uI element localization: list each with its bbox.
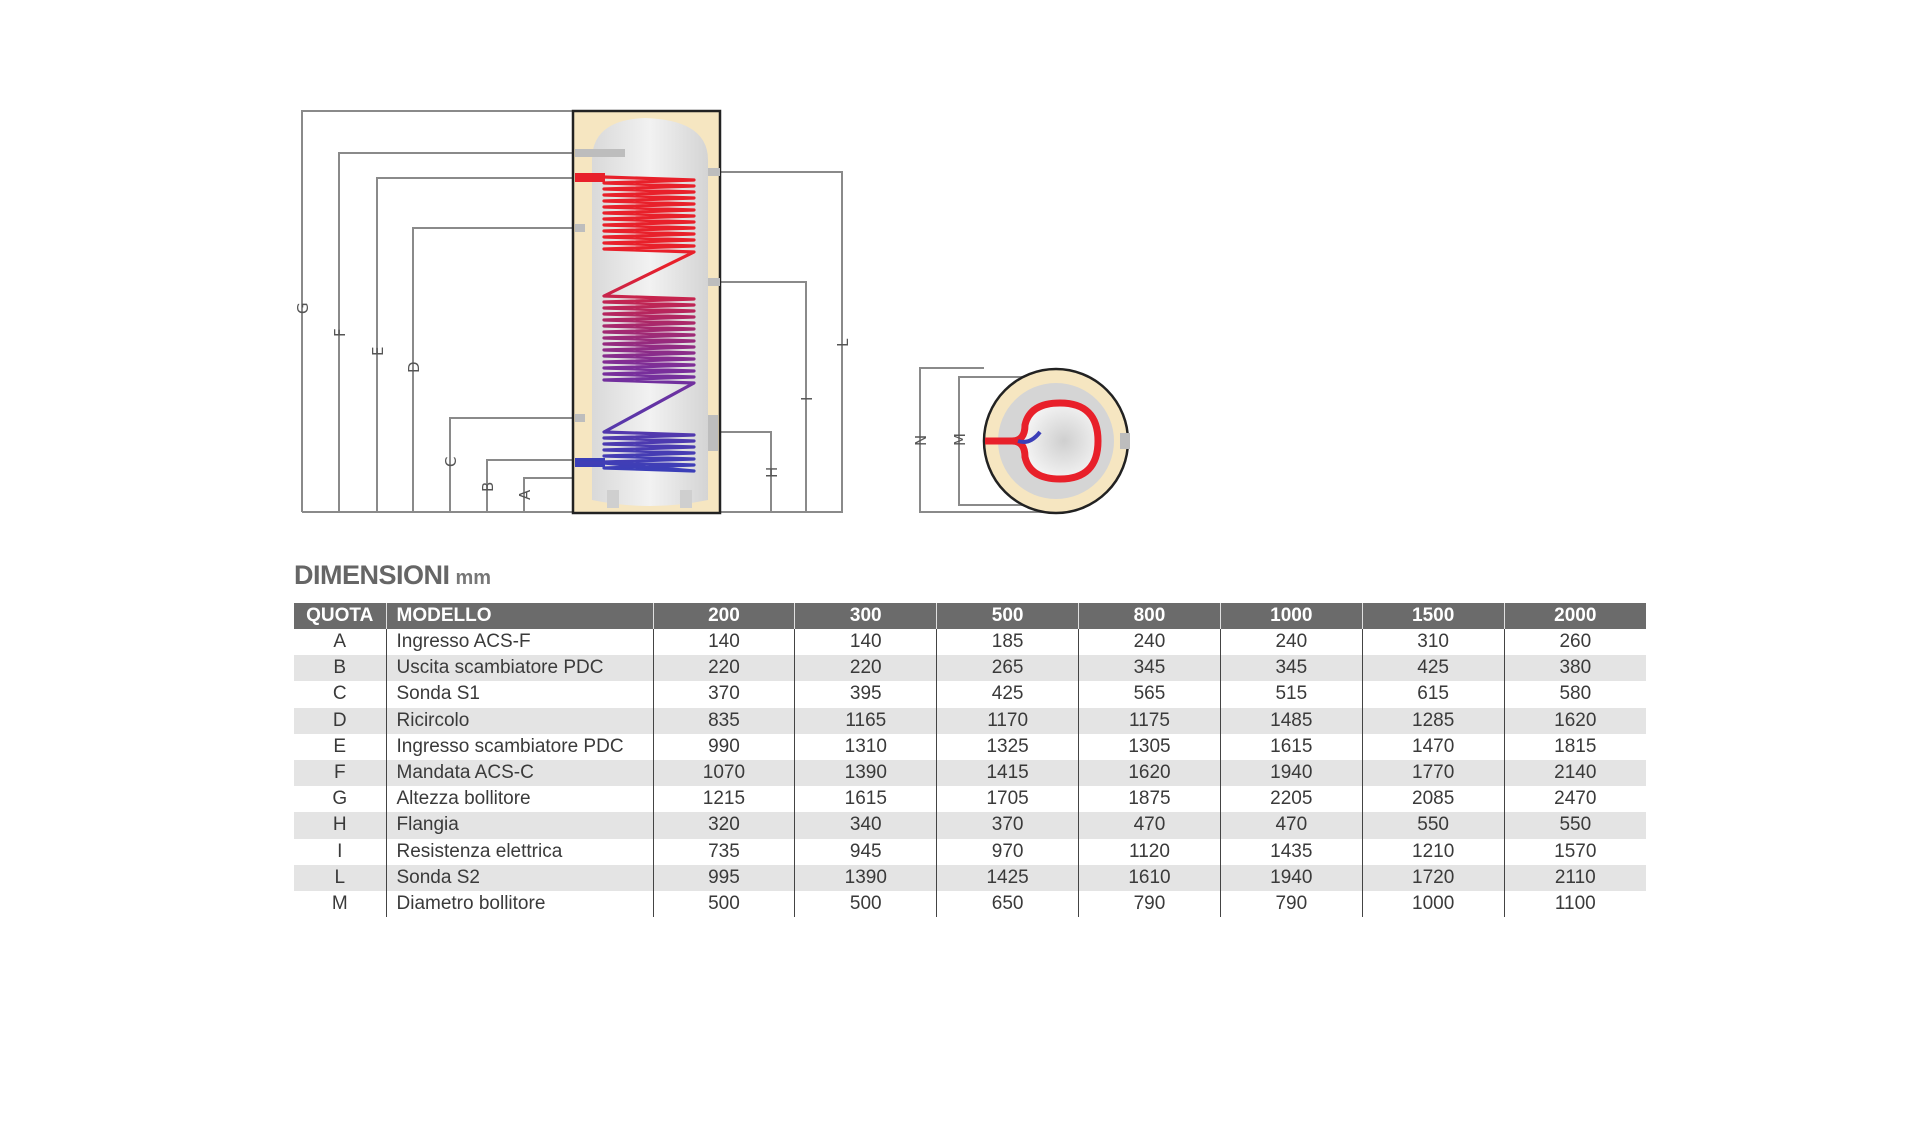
table-body (294, 629, 1646, 917)
value-cell: 425 (1362, 655, 1504, 681)
value-cell: 240 (1079, 629, 1221, 655)
value-cell: 370 (937, 812, 1079, 838)
value-cell: 1940 (1220, 760, 1362, 786)
value-cell: 970 (937, 839, 1079, 865)
dim-label-a: A (516, 489, 534, 500)
value-cell: 995 (653, 865, 795, 891)
value-cell: 1470 (1362, 734, 1504, 760)
header-1500: 1500 (1362, 603, 1504, 629)
modello-cell: Ricircolo (386, 708, 653, 734)
value-cell: 140 (795, 629, 937, 655)
table-row (294, 786, 1646, 812)
dim-label-e: E (369, 346, 387, 356)
section-title (294, 560, 491, 591)
value-cell: 1170 (937, 708, 1079, 734)
value-cell: 990 (653, 734, 795, 760)
value-cell: 1620 (1079, 760, 1221, 786)
value-cell: 1720 (1362, 865, 1504, 891)
quota-cell: L (294, 865, 386, 891)
dim-label-b: B (479, 481, 497, 492)
value-cell: 425 (937, 681, 1079, 707)
modello-cell: Resistenza elettrica (386, 839, 653, 865)
quota-cell: C (332, 683, 347, 705)
value-cell: 1940 (1220, 865, 1362, 891)
value-cell: 1310 (795, 734, 937, 760)
table-row (294, 812, 1646, 838)
value-cell: 550 (1504, 812, 1646, 838)
value-cell: 1770 (1362, 760, 1504, 786)
value-cell: 345 (1079, 655, 1221, 681)
tank-dimension-diagram (0, 0, 1920, 560)
value-cell: 310 (1362, 629, 1504, 655)
value-cell: 220 (795, 655, 937, 681)
table-row (294, 708, 1646, 734)
value-cell: 1210 (1362, 839, 1504, 865)
modello-cell: Diametro bollitore (386, 891, 653, 917)
dim-label-g: G (294, 302, 312, 314)
dim-label-m: M (951, 433, 969, 446)
value-cell: 260 (1504, 629, 1646, 655)
value-cell: 320 (653, 812, 795, 838)
value-cell: 1390 (795, 760, 937, 786)
value-cell: 790 (1220, 891, 1362, 917)
quota-cell: G (332, 788, 348, 810)
value-cell: 1705 (937, 786, 1079, 812)
header-500: 500 (937, 603, 1079, 629)
dim-label-h: H (763, 466, 781, 478)
modello-cell: Sonda S2 (386, 865, 653, 891)
value-cell: 370 (653, 681, 795, 707)
value-cell: 380 (1504, 655, 1646, 681)
value-cell: 835 (653, 708, 795, 734)
dim-label-d: D (405, 361, 423, 373)
value-cell: 2205 (1220, 786, 1362, 812)
table-row (294, 681, 1646, 707)
value-cell: 220 (653, 655, 795, 681)
value-cell: 1815 (1504, 734, 1646, 760)
dim-label-i: I (798, 396, 816, 401)
section-title-text: DIMENSIONI (294, 560, 450, 590)
dim-label-l: L (834, 338, 852, 347)
header-300: 300 (795, 603, 937, 629)
modello-cell: Flangia (386, 812, 653, 838)
header-quota: QUOTA (294, 603, 386, 629)
quota-cell: A (333, 631, 347, 653)
tank-top-view (984, 369, 1130, 513)
header-200: 200 (653, 603, 795, 629)
value-cell: 265 (937, 655, 1079, 681)
value-cell: 1120 (1079, 839, 1221, 865)
value-cell: 470 (1079, 812, 1221, 838)
modello-cell: Uscita scambiatore PDC (386, 655, 653, 681)
value-cell: 1615 (1220, 734, 1362, 760)
value-cell: 1570 (1504, 839, 1646, 865)
value-cell: 1070 (653, 760, 795, 786)
value-cell: 395 (795, 681, 937, 707)
value-cell: 580 (1504, 681, 1646, 707)
value-cell: 1285 (1362, 708, 1504, 734)
value-cell: 515 (1220, 681, 1362, 707)
value-cell: 1305 (1079, 734, 1221, 760)
modello-cell: Ingresso scambiatore PDC (386, 734, 653, 760)
value-cell: 550 (1362, 812, 1504, 838)
table-row (294, 629, 1646, 655)
header-800: 800 (1079, 603, 1221, 629)
value-cell: 1415 (937, 760, 1079, 786)
quota-cell: E (333, 735, 347, 757)
value-cell: 185 (937, 629, 1079, 655)
quota-cell: B (294, 655, 386, 681)
modello-cell: Mandata ACS-C (386, 760, 653, 786)
dim-label-n: N (912, 434, 930, 446)
value-cell: 615 (1362, 681, 1504, 707)
value-cell: 1485 (1220, 708, 1362, 734)
value-cell: 735 (653, 839, 795, 865)
header-1000: 1000 (1220, 603, 1362, 629)
dimensions-table (294, 603, 1646, 917)
value-cell: 2110 (1504, 865, 1646, 891)
value-cell: 1425 (937, 865, 1079, 891)
quota-cell: I (337, 840, 343, 862)
quota-cell: M (331, 892, 348, 914)
quota-cell: H (294, 812, 386, 838)
table-row (294, 760, 1646, 786)
value-cell: 1615 (795, 786, 937, 812)
value-cell: 1390 (795, 865, 937, 891)
quota-cell: D (294, 708, 386, 734)
value-cell: 500 (795, 891, 937, 917)
value-cell: 1610 (1079, 865, 1221, 891)
value-cell: 1620 (1504, 708, 1646, 734)
modello-cell: Sonda S1 (386, 681, 653, 707)
table-row (294, 839, 1646, 865)
table-row (294, 865, 1646, 891)
table-row (294, 891, 1646, 917)
value-cell: 345 (1220, 655, 1362, 681)
value-cell: 1215 (653, 786, 795, 812)
table-row (294, 655, 1646, 681)
value-cell: 1175 (1079, 708, 1221, 734)
value-cell: 1000 (1362, 891, 1504, 917)
section-unit: mm (455, 567, 492, 589)
dim-label-f: F (331, 328, 349, 337)
value-cell: 240 (1220, 629, 1362, 655)
modello-cell: Altezza bollitore (386, 786, 653, 812)
table-header-row (294, 603, 1646, 629)
value-cell: 790 (1079, 891, 1221, 917)
value-cell: 565 (1079, 681, 1221, 707)
value-cell: 340 (795, 812, 937, 838)
value-cell: 1875 (1079, 786, 1221, 812)
value-cell: 2085 (1362, 786, 1504, 812)
value-cell: 140 (653, 629, 795, 655)
value-cell: 2140 (1504, 760, 1646, 786)
value-cell: 945 (795, 839, 937, 865)
dim-label-c: C (442, 456, 460, 467)
header-modello: MODELLO (386, 603, 653, 629)
value-cell: 500 (653, 891, 795, 917)
value-cell: 1435 (1220, 839, 1362, 865)
value-cell: 470 (1220, 812, 1362, 838)
header-2000: 2000 (1504, 603, 1646, 629)
modello-cell: Ingresso ACS-F (386, 629, 653, 655)
value-cell: 1325 (937, 734, 1079, 760)
value-cell: 1100 (1504, 891, 1646, 917)
value-cell: 650 (937, 891, 1079, 917)
quota-cell: F (294, 760, 386, 786)
value-cell: 1165 (795, 708, 937, 734)
table-row (294, 734, 1646, 760)
value-cell: 2470 (1504, 786, 1646, 812)
